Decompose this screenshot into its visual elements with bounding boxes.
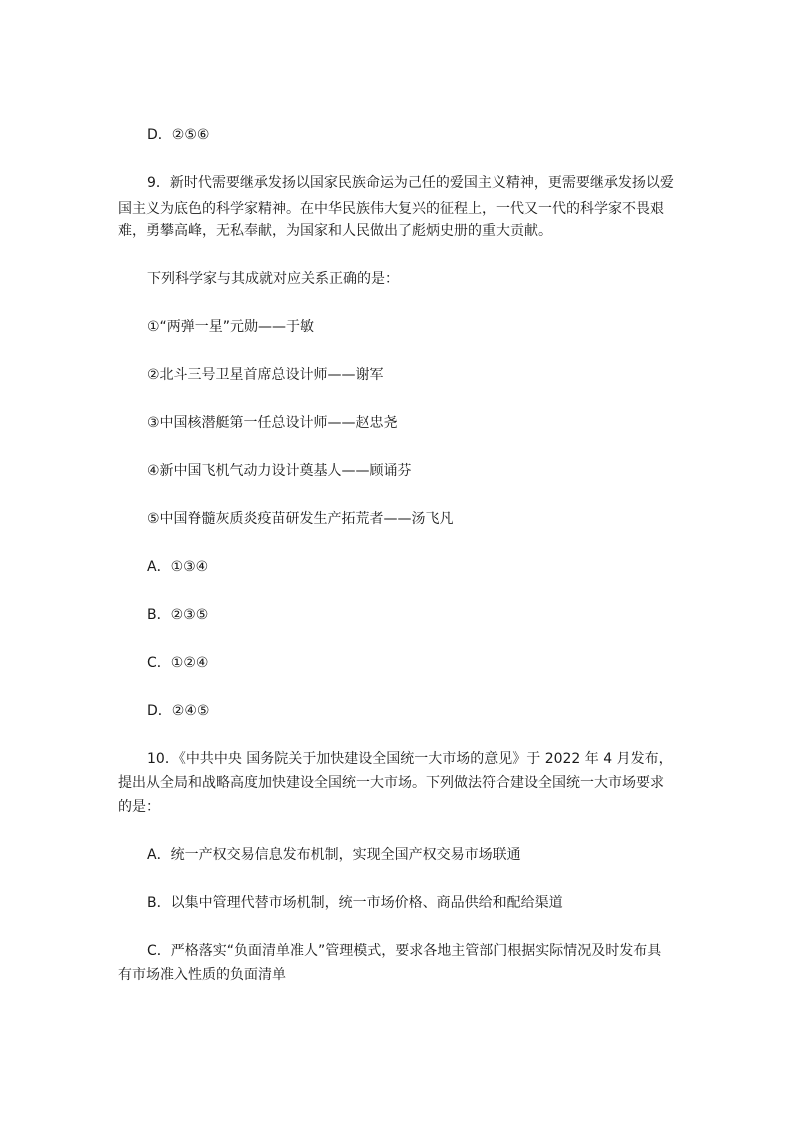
q9-item-2: ②北斗三号卫星首席总设计师——谢军 xyxy=(147,367,384,383)
q9-stem-line-1: 9．新时代需要继承发扬以国家民族命运为己任的爱国主义精神，更需要继承发扬以爱 xyxy=(147,175,674,191)
q10-option-a: A．统一产权交易信息发布机制，实现全国产权交易市场联通 xyxy=(147,847,521,863)
q9-stem-line-2: 国主义为底色的科学家精神。在中华民族伟大复兴的征程上，一代又一代的科学家不畏艰 xyxy=(118,201,664,217)
q10-option-b: B．以集中管理代替市场机制，统一市场价格、商品供给和配给渠道 xyxy=(147,895,563,911)
q10-stem-line-3: 的是： xyxy=(118,799,160,815)
q9-option-c: C．①②④ xyxy=(147,655,209,671)
q10-option-c-line-2: 有市场准入性质的负面清单 xyxy=(118,967,286,983)
q9-stem-line-3: 难，勇攀高峰，无私奉献，为国家和人民做出了彪炳史册的重大贡献。 xyxy=(118,223,552,239)
q9-option-b: B．②③⑤ xyxy=(147,607,209,623)
q10-option-c-line-1: C．严格落实“负面清单准人”管理模式，要求各地主管部门根据实际情况及时发布具 xyxy=(147,943,662,959)
q10-stem-line-1: 10．《中共中央 国务院关于加快建设全国统一大市场的意见》于 2022 年 4 月发布， xyxy=(147,751,673,767)
q9-option-a: A．①③④ xyxy=(147,559,209,575)
q9-prompt: 下列科学家与其成就对应关系正确的是： xyxy=(147,271,399,287)
q9-item-5: ⑤中国脊髓灰质炎疫苗研发生产拓荒者——汤飞凡 xyxy=(147,511,454,527)
q8-option-d: D．②⑤⑥ xyxy=(147,127,210,143)
q9-item-3: ③中国核潜艇第一任总设计师——赵忠尧 xyxy=(147,415,398,431)
q9-option-d: D．②④⑤ xyxy=(147,703,210,719)
q9-item-4: ④新中国飞机气动力设计奠基人——顾诵芬 xyxy=(147,463,412,479)
q9-item-1: ①“两弹一星”元勋——于敏 xyxy=(147,319,315,335)
q10-stem-line-2: 提出从全局和战略高度加快建设全国统一大市场。下列做法符合建设全国统一大市场要求 xyxy=(118,775,664,791)
